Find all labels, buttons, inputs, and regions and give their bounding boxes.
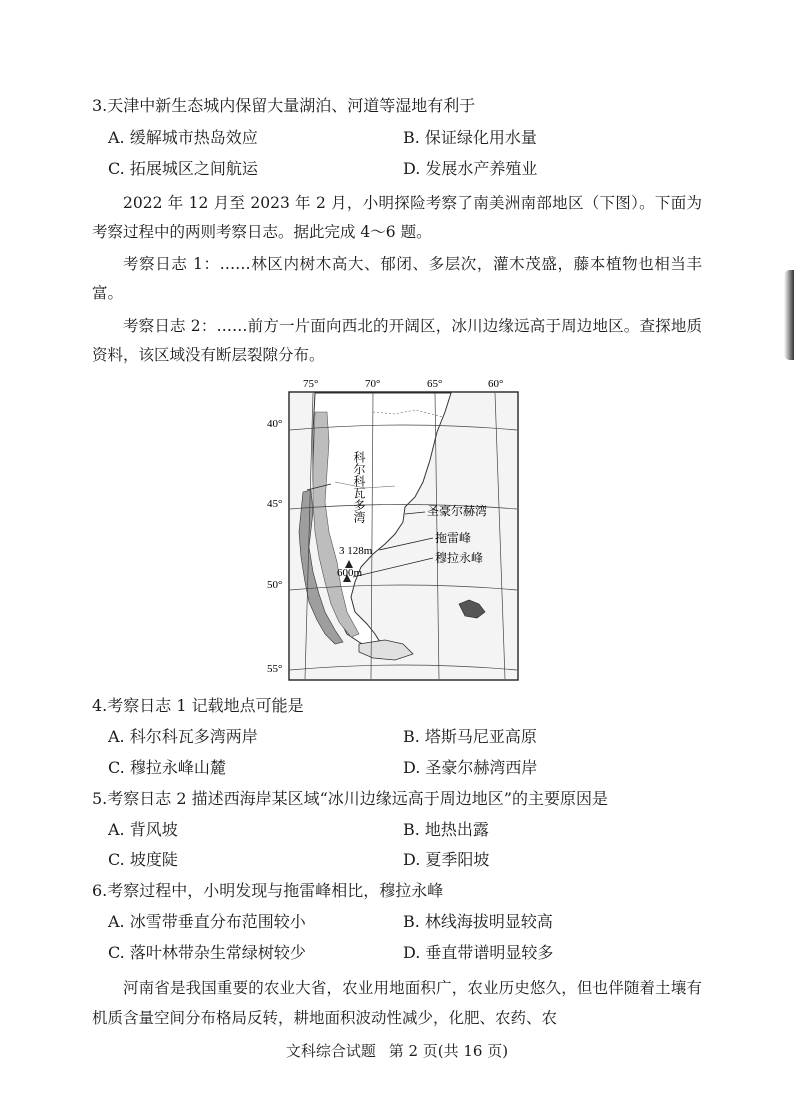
lat-label-40: 40° [267, 418, 283, 430]
page-footer [0, 1040, 794, 1061]
lat-label-45: 45° [267, 498, 283, 510]
intro-paragraph: 2022 年 12 月至 2023 年 2 月，小明探险考察了南美洲南部地区（下图）。下面为考察过程中的两则考察日志。据此完成 4～6 题。 [92, 194, 702, 241]
q4-stem: 4.考察日志 1 记载地点可能是 [92, 696, 304, 715]
scan-edge-shadow [784, 270, 794, 360]
label-tolei: 拖雷峰 [435, 531, 472, 545]
q4-option-d: D. 圣豪尔赫湾西岸 [403, 758, 538, 777]
closing-paragraph: 河南省是我国重要的农业大省，农业用地面积广，农业历史悠久，但也伴随着土壤有机质含量空间分布格局反转，耕地面积波动性减少，化肥、农药、农 [92, 979, 702, 1027]
south-america-map [255, 372, 530, 688]
q6-stem: 6.考察过程中，小明发现与拖雷峰相比，穆拉永峰 [92, 881, 444, 900]
q4-option-a: A. 科尔科瓦多湾两岸 [108, 727, 258, 746]
lon-label-65: 65° [427, 378, 443, 390]
log-1-paragraph: 考察日志 1：……林区内树木高大、郁闭、多层次，灌木茂盛，藤本植物也相当丰富。 [92, 255, 702, 302]
lat-label-50: 50° [267, 579, 283, 591]
log-2-paragraph: 考察日志 2：……前方一片面向西北的开阔区，冰川边缘远高于周边地区。查探地质资料，该区域没有断层裂隙分布。 [92, 317, 702, 364]
q3-option-b: B. 保证绿化用水量 [403, 128, 537, 147]
q5-option-d: D. 夏季阳坡 [403, 850, 490, 869]
elevation-3128: 3 128m [339, 545, 373, 557]
lon-label-70: 70° [365, 378, 381, 390]
q5-stem: 5.考察日志 2 描述西海岸某区域“冰川边缘远高于周边地区”的主要原因是 [92, 789, 608, 808]
label-mula: 穆拉永峰 [435, 551, 484, 565]
q3-stem: 3.天津中新生态城内保留大量湖泊、河道等湿地有利于 [92, 96, 476, 115]
q5-option-c: C. 坡度陡 [108, 850, 178, 869]
lat-label-55: 55° [267, 663, 283, 675]
q6-option-a: A. 冰雪带垂直分布范围较小 [108, 912, 306, 931]
q5-option-b: B. 地热出露 [403, 820, 489, 839]
q4-option-b: B. 塔斯马尼亚高原 [403, 727, 537, 746]
footer-subject: 文科综合试题 [285, 1042, 376, 1060]
elevation-600: 600m [337, 567, 363, 579]
q3-option-c: C. 拓展城区之间航运 [108, 159, 258, 178]
map-svg [255, 372, 530, 688]
footer-page-number: 第 2 页(共 16 页) [388, 1042, 509, 1060]
q5-option-a: A. 背风坡 [108, 820, 178, 839]
lon-label-75: 75° [303, 378, 319, 390]
label-gulf-vertical: 科尔科瓦多湾 [294, 451, 366, 465]
q3-option-d: D. 发展水产养殖业 [403, 159, 538, 178]
q6-option-c: C. 落叶林带杂生常绿树较少 [108, 943, 306, 962]
q4-option-c: C. 穆拉永峰山麓 [108, 758, 226, 777]
q3-option-a: A. 缓解城市热岛效应 [108, 128, 258, 147]
label-san-jorge: 圣豪尔赫湾 [427, 504, 488, 518]
lon-label-60: 60° [488, 378, 504, 390]
q6-option-d: D. 垂直带谱明显较多 [403, 943, 554, 962]
q6-option-b: B. 林线海拔明显较高 [403, 912, 553, 931]
